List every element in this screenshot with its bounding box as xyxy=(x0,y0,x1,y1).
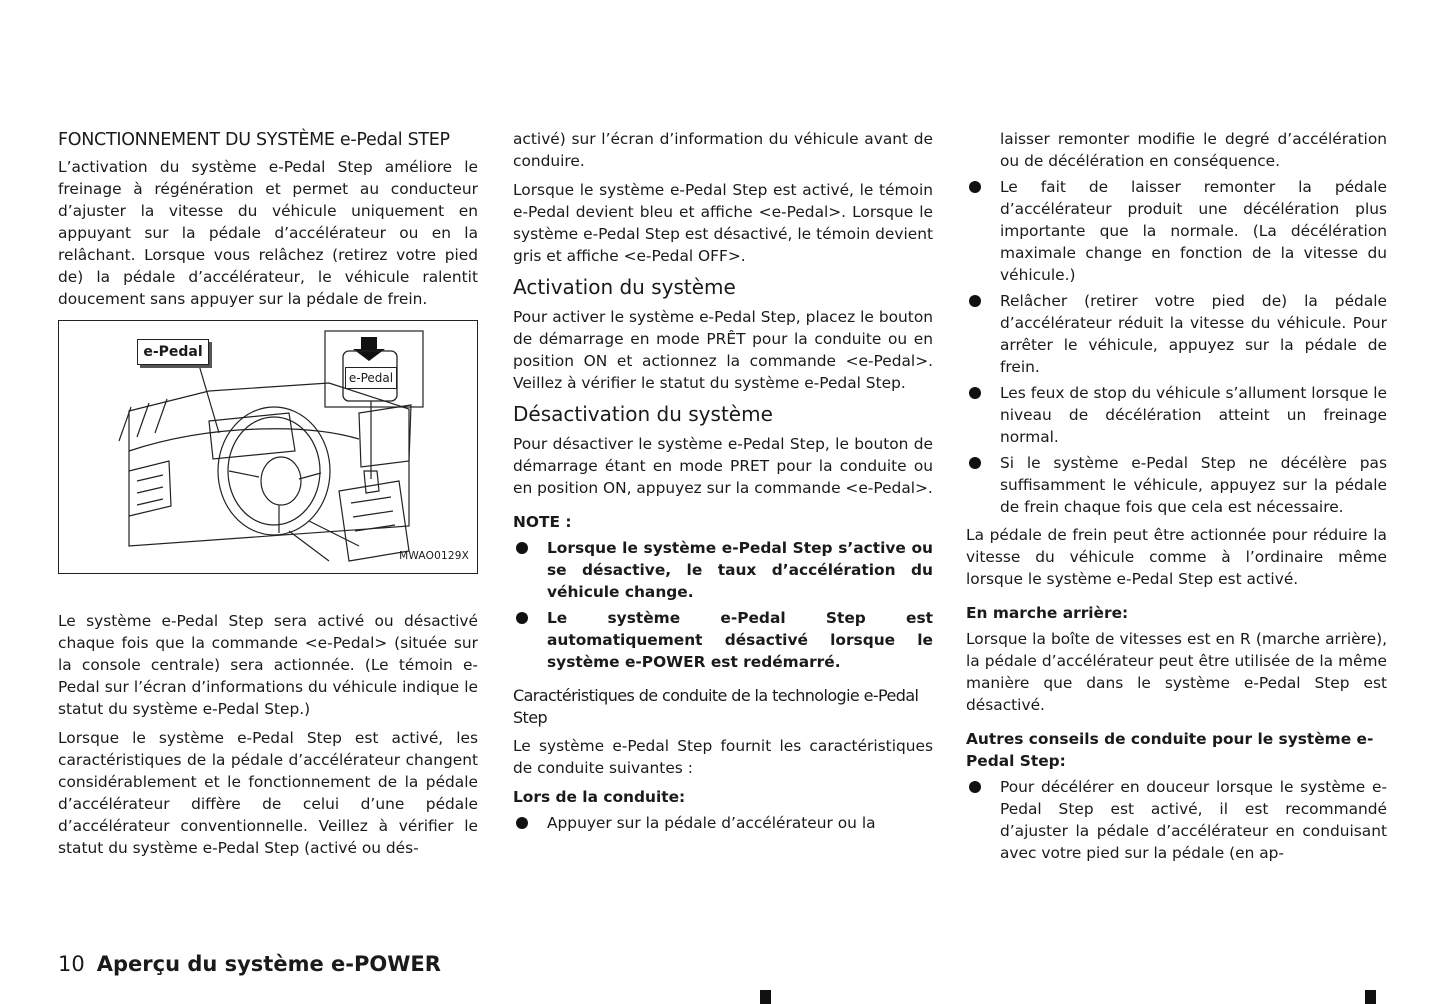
list-item: Le fait de laisser remonter la pédale d’accélérateur produit une décélération plus importante que la normale. (La décélération maximale change en fonction de la vitesse du véhicule.) xyxy=(966,176,1387,286)
list-item: laisser remonter modifie le degré d’accélération ou de décélération en conséquence. xyxy=(1000,130,1387,170)
tips-label: Autres conseils de conduite pour le système e-Pedal Step: xyxy=(966,730,1374,770)
reverse-label: En marche arrière: xyxy=(966,604,1129,622)
column-left xyxy=(58,128,478,866)
intro-paragraph: L’activation du système e-Pedal Step améliore le freinage à régénération et permet au conducteur d’ajuster la vitesse du véhicule uniquement en appuyant sur la pédale d’accélérateur ou en la relâchant. Lorsque vous relâchez (retirez votre pied de) la pédale d’accélérateur, le véhicule ralentit doucement sans appuyer sur la pédale de frein. xyxy=(58,158,478,308)
crop-mark xyxy=(1365,990,1376,1004)
driving-list xyxy=(513,812,933,834)
e-pedal-callout-label: e-Pedal xyxy=(137,339,209,365)
bullet-icon xyxy=(969,295,981,307)
bullet-icon xyxy=(516,612,528,624)
bullet-icon xyxy=(969,387,981,399)
list-item: Les feux de stop du véhicule s’allument lorsque le niveau de décélération atteint un freinage normal. xyxy=(966,382,1387,448)
tips-list xyxy=(966,776,1387,864)
list-item: Le système e-Pedal Step est automatiquement désactivé lorsque le système e-POWER est redémarré. xyxy=(513,607,933,673)
driving-list-continued xyxy=(966,128,1387,518)
figure-code: MWAO0129X xyxy=(399,550,469,562)
dashboard-illustration xyxy=(58,320,478,574)
paragraph-deactivation: Pour désactiver le système e-Pedal Step, le bouton de démarrage étant en mode PRET pour la conduite ou en position ON, appuyez sur la commande <e-Pedal>. xyxy=(513,435,933,497)
bullet-icon xyxy=(969,781,981,793)
note-label: NOTE : xyxy=(513,513,572,531)
list-item: Pour décélérer en douceur lorsque le système e-Pedal Step est activé, il est recommandé d’ajuster la pédale d’accélérateur en conduisant avec votre pied sur la pédale (en ap- xyxy=(966,776,1387,864)
column-middle xyxy=(513,128,933,840)
paragraph-continued: activé) sur l’écran d’information du véhicule avant de conduire. xyxy=(513,130,933,170)
page-number: 10 xyxy=(58,952,85,976)
note-list xyxy=(513,537,933,673)
paragraph-toggle: Le système e-Pedal Step sera activé ou désactivé chaque fois que la commande <e-Pedal> (située sur la console centrale) sera actionnée. (Le témoin e-Pedal sur l’écran d’informations du véhicule indique le statut du système e-Pedal Step.) xyxy=(58,612,478,718)
paragraph-reverse: Lorsque la boîte de vitesses est en R (marche arrière), la pédale d’accélérateur peut être utilisée de la même manière que dans le système e-Pedal Step est désactivé. xyxy=(966,630,1387,714)
heading-deactivation: Désactivation du système xyxy=(513,402,773,426)
footer-section-title: Aperçu du système e-POWER xyxy=(96,952,441,976)
bullet-icon xyxy=(516,542,528,554)
list-item: Lorsque le système e-Pedal Step s’active ou se désactive, le taux d’accélération du véhicule change. xyxy=(513,537,933,603)
bullet-icon xyxy=(969,181,981,193)
e-pedal-button-label: e-Pedal xyxy=(345,367,397,389)
paragraph-characteristics-intro: Le système e-Pedal Step fournit les caractéristiques de conduite suivantes : xyxy=(513,737,933,777)
dashboard-drawing xyxy=(59,321,477,573)
driving-label: Lors de la conduite: xyxy=(513,788,686,806)
page-footer xyxy=(58,951,441,977)
bullet-icon xyxy=(516,817,528,829)
heading-characteristics: Caractéristiques de conduite de la technologie e-Pedal Step xyxy=(513,686,919,727)
paragraph-brake: La pédale de frein peut être actionnée pour réduire la vitesse du véhicule comme à l’ordinaire même lorsque le système e-Pedal Step est activé. xyxy=(966,526,1387,588)
crop-mark xyxy=(760,990,771,1004)
paragraph-characteristics: Lorsque le système e-Pedal Step est activé, les caractéristiques de la pédale d’accélérateur changent considérablement et le fonctionnement de la pédale d’accélérateur diffère de celui d’une pédale d’accélérateur conventionnelle. Veillez à vérifier le statut du système e-Pedal Step (activé ou dés- xyxy=(58,729,478,857)
paragraph-indicator: Lorsque le système e-Pedal Step est activé, le témoin e-Pedal devient bleu et affiche <e-Pedal>. Lorsque le système e-Pedal Step est désactivé, le témoin devient gris et affiche <e-Pedal OFF>. xyxy=(513,181,933,265)
column-right xyxy=(966,128,1387,870)
section-heading: FONCTIONNEMENT DU SYSTÈME e-Pedal STEP xyxy=(58,130,450,150)
list-item: Appuyer sur la pédale d’accélérateur ou la xyxy=(513,812,933,834)
bullet-icon xyxy=(969,457,981,469)
heading-activation: Activation du système xyxy=(513,275,736,299)
list-item: Relâcher (retirer votre pied de) la pédale d’accélérateur réduit la vitesse du véhicule. Pour arrêter le véhicule, appuyez sur la pédale de frein. xyxy=(966,290,1387,378)
list-item: Si le système e-Pedal Step ne décélère pas suffisamment le véhicule, appuyez sur la pédale de frein chaque fois que cela est nécessaire. xyxy=(966,452,1387,518)
paragraph-activation: Pour activer le système e-Pedal Step, placez le bouton de démarrage en mode PRÊT pour la conduite ou en position ON et actionnez la commande <e-Pedal>. Veillez à vérifier le statut du système e-Pedal Step. xyxy=(513,308,933,392)
